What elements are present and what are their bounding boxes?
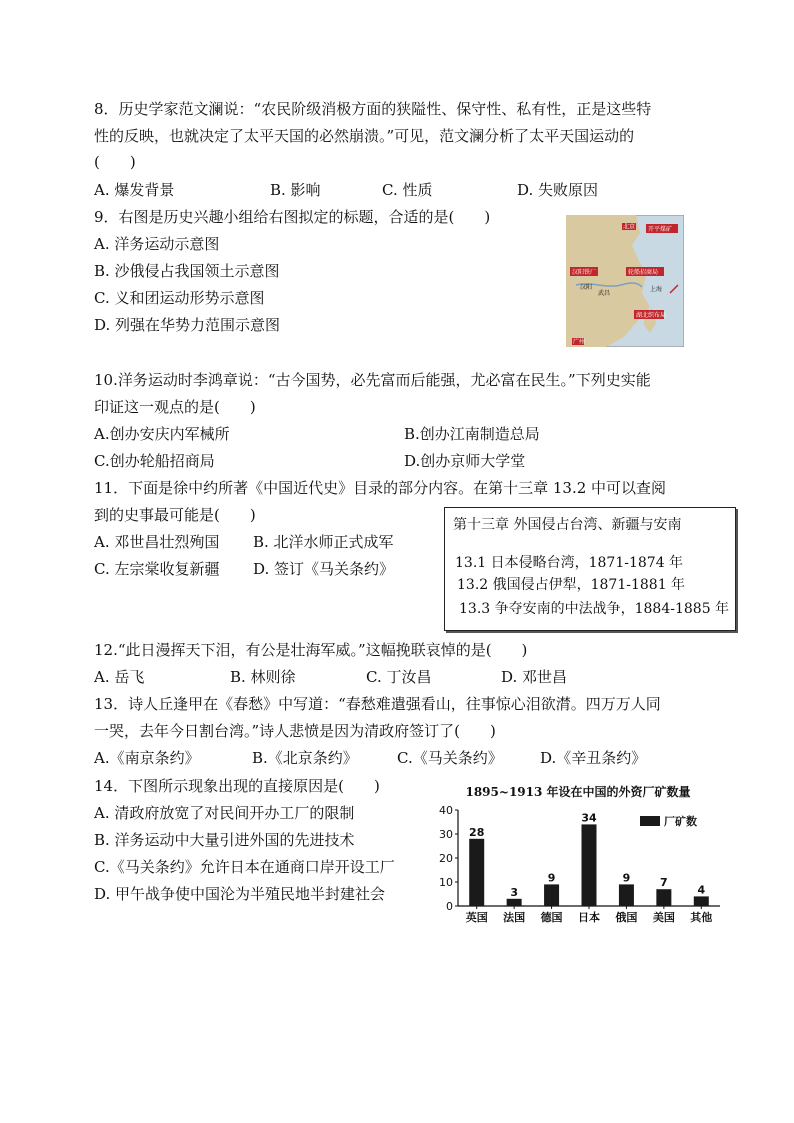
q11-option-d: D. 签订《马关条约》 [253, 560, 395, 578]
q8-option-a: A. 爆发背景 [94, 181, 175, 199]
toc-chapter-title: 第十三章 外国侵占台湾、新疆与安南 [453, 517, 682, 533]
q9-stem: 9．右图是历史兴趣小组给右图拟定的标题，合适的是( ) [94, 208, 491, 226]
toc-item: 13.2 俄国侵占伊犁，1871-1881 年 [457, 577, 686, 593]
q9-option-c: C. 义和团运动形势示意图 [94, 289, 265, 307]
q13-option-c: C.《马关条约》 [397, 749, 503, 767]
q11-option-a: A. 邓世昌壮烈殉国 [94, 533, 220, 551]
q10-line2: 印证这一观点的是( ) [94, 398, 256, 416]
map-label-hanyang-iron: 汉阳铁厂 [572, 270, 597, 276]
map-label-zhaoshang: 轮船招商局 [628, 270, 659, 276]
q11-option-b: B. 北洋水师正式成军 [253, 533, 394, 551]
x-tick-label: 其他 [690, 911, 713, 924]
bar [656, 889, 671, 906]
toc-item: 13.3 争夺安南的中法战争，1884-1885 年 [459, 601, 730, 617]
q13-option-d: D.《辛丑条约》 [540, 749, 647, 767]
bar-value-label: 7 [660, 876, 668, 890]
bar [469, 839, 484, 906]
y-tick-label: 30 [439, 828, 453, 841]
bar [544, 884, 559, 906]
q14-option-c: C.《马关条约》允许日本在通商口岸开设工厂 [94, 858, 395, 876]
q12-option-c: C. 丁汝昌 [366, 668, 432, 686]
q10-option-a: A.创办安庆内军械所 [94, 425, 230, 443]
q11-option-c: C. 左宗棠收复新疆 [94, 560, 220, 578]
q12-option-a: A. 岳飞 [94, 668, 145, 686]
q10-option-d: D.创办京师大学堂 [404, 452, 526, 470]
bar-value-label: 34 [581, 811, 597, 825]
y-tick-label: 10 [439, 876, 453, 889]
q14-option-a: A. 清政府放宽了对民间开办工厂的限制 [94, 804, 355, 822]
q14-stem: 14．下图所示现象出现的直接原因是( ) [94, 777, 380, 795]
q10-line1: 10.洋务运动时李鸿章说：“古今国势，必先富而后能强，尤必富在民生。”下列史实能 [94, 371, 651, 389]
legend-label: 厂矿数 [664, 815, 697, 828]
bar-value-label: 3 [510, 885, 518, 899]
q14-option-b: B. 洋务运动中大量引进外国的先进技术 [94, 831, 355, 849]
bar [619, 884, 634, 906]
q9-map [566, 215, 684, 347]
q13-line2: 一哭，去年今日割台湾。”诗人悲愤是因为清政府签订了( ) [94, 722, 496, 740]
toc-item: 13.1 日本侵略台湾，1871-1874 年 [455, 555, 684, 571]
y-tick-label: 40 [439, 804, 453, 817]
q9-option-d: D. 列强在华势力范围示意图 [94, 316, 281, 334]
q13-line1: 13．诗人丘逢甲在《春愁》中写道：“春愁难遣强看山，往事惊心泪欲潸。四万万人同 [94, 695, 661, 713]
bar [507, 899, 522, 906]
q12-stem: 12.“此日漫挥天下泪，有公是壮海军威。”这幅挽联哀悼的是( ) [94, 641, 528, 659]
map-label-hubei-textile: 湖北织布局 [636, 313, 667, 319]
q11-toc-box [444, 507, 736, 631]
q8-option-b: B. 影响 [270, 181, 321, 199]
q13-option-a: A.《南京条约》 [94, 749, 200, 767]
x-tick-label: 日本 [578, 911, 600, 924]
q9-option-a: A. 洋务运动示意图 [94, 235, 220, 253]
bar-value-label: 4 [697, 883, 706, 897]
bar [694, 896, 709, 906]
x-tick-label: 英国 [465, 911, 488, 924]
map-label-guangzhou: 广州 [573, 339, 586, 346]
map-label-beijing: 北京 [623, 224, 636, 231]
bar-value-label: 28 [469, 825, 485, 839]
x-tick-label: 俄国 [615, 911, 638, 924]
q12-option-b: B. 林则徐 [230, 668, 296, 686]
bar-value-label: 9 [547, 871, 556, 885]
x-tick-label: 美国 [652, 911, 675, 924]
q10-option-b: B.创办江南制造总局 [404, 425, 540, 443]
map-label-hanyang: 汉阳 [580, 285, 593, 291]
bar-value-label: 9 [622, 871, 631, 885]
map-label-wuchang: 武昌 [598, 291, 611, 297]
q12-option-d: D. 邓世昌 [501, 668, 568, 686]
x-tick-label: 法国 [503, 911, 526, 924]
y-tick-label: 20 [439, 852, 453, 865]
map-label-kaiping: 开平煤矿 [648, 227, 673, 233]
q8-line3: ( ) [94, 153, 136, 171]
y-tick-label: 0 [446, 900, 453, 913]
q13-option-b: B.《北京条约》 [252, 749, 358, 767]
q9-option-b: B. 沙俄侵占我国领土示意图 [94, 262, 280, 280]
x-tick-label: 德国 [540, 911, 563, 924]
bar [582, 824, 597, 906]
q11-line1: 11．下面是徐中约所著《中国近代史》目录的部分内容。在第十三章 13.2 中可以查阅 [94, 479, 667, 497]
map-label-shanghai: 上海 [650, 287, 663, 293]
q8-line2: 性的反映，也就决定了太平天国的必然崩溃。”可见，范文澜分析了太平天国运动的 [94, 127, 635, 145]
chart-title: 1895~1913 年设在中国的外资厂矿数量 [465, 785, 691, 799]
q14-option-d: D. 甲午战争使中国沦为半殖民地半封建社会 [94, 885, 386, 903]
q11-line2: 到的史事最可能是( ) [94, 506, 256, 524]
q8-option-d: D. 失败原因 [517, 181, 599, 199]
q8-option-c: C. 性质 [382, 181, 433, 199]
q10-option-c: C.创办轮船招商局 [94, 452, 215, 470]
q14-bar-chart [428, 778, 728, 928]
q8-line1: 8．历史学家范文澜说：“农民阶级消极方面的狭隘性、保守性、私有性，正是这些特 [94, 100, 652, 118]
legend-swatch [640, 816, 660, 826]
